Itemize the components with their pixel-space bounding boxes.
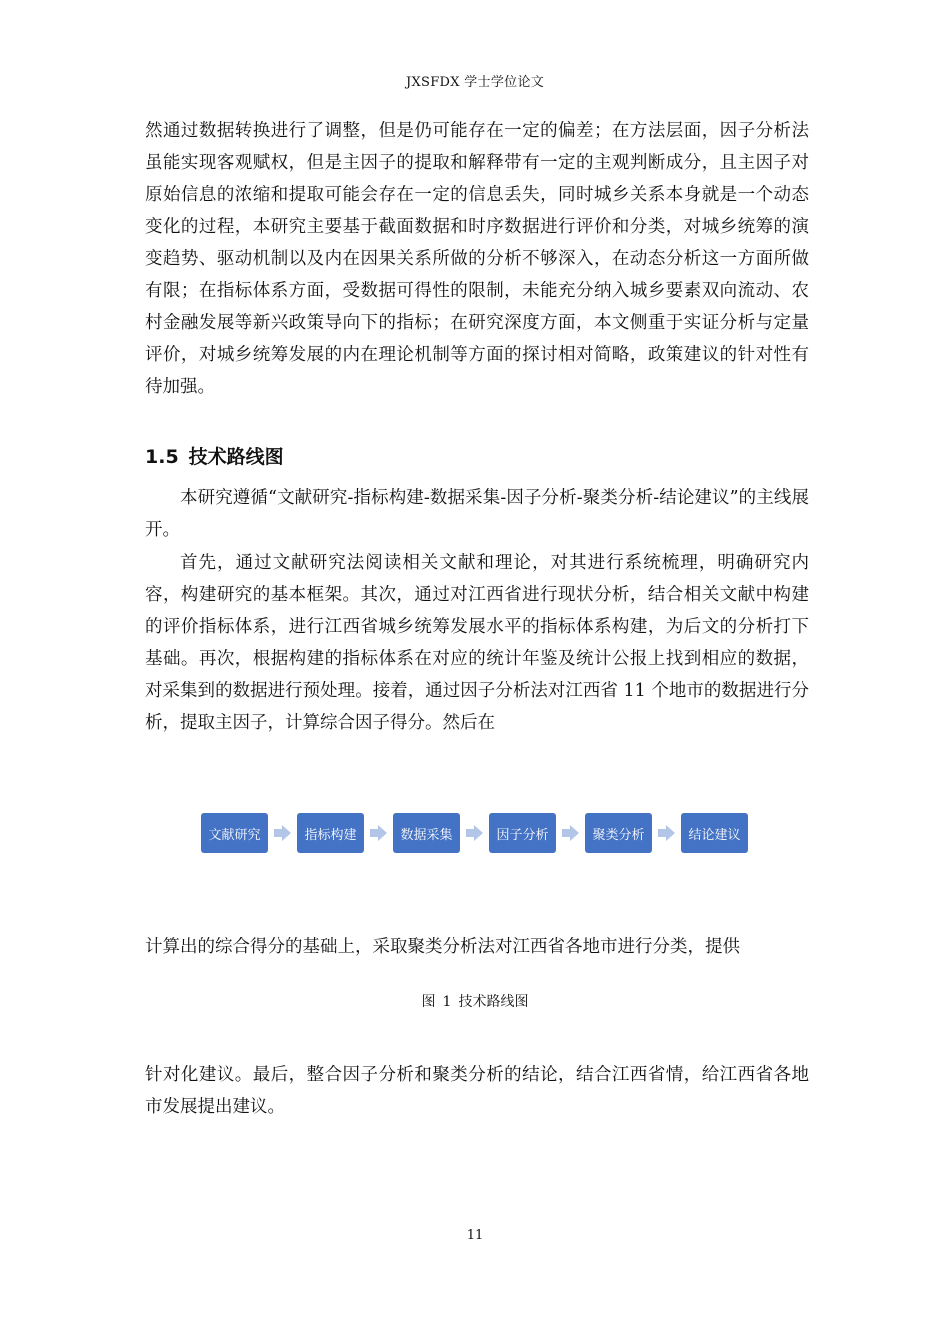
flow-step-conclusions: 结论建议	[681, 813, 748, 853]
flow-step-indicator-construction: 指标构建	[297, 813, 364, 853]
arrow-right-icon	[268, 813, 297, 853]
arrow-right-icon	[460, 813, 489, 853]
flow-step-cluster-analysis: 聚类分析	[585, 813, 652, 853]
body-paragraph: 首先，通过文献研究法阅读相关文献和理论，对其进行系统梳理，明确研究内容，构建研究的基本框架。其次，通过对江西省进行现状分析，结合相关文献中构建的评价指标体系，进行江西省城乡统筹发展水平的指标体系构建，为后文的分析打下基础。再次，根据构建的指标体系在对应的统计年鉴及统计公报上找到相应的数据，对采集到的数据进行预处理。接着，通过因子分析法对江西省 11 个地市的数据进行分析，提取主因子，计算综合因子得分。然后在	[145, 553, 809, 733]
body-paragraph: 针对化建议。最后，整合因子分析和聚类分析的结论，结合江西省情，给江西省各地市发展提出建议。	[145, 1065, 809, 1117]
arrow-right-icon	[556, 813, 585, 853]
body-paragraph: 本研究遵循“文献研究-指标构建-数据采集-因子分析-聚类分析-结论建议”的主线展开。	[145, 488, 809, 540]
section-title: 技术路线图	[188, 446, 284, 468]
figure-label: 图	[421, 994, 436, 1010]
page-number: 11	[466, 1228, 484, 1243]
body-paragraph: 计算出的综合得分的基础上，采取聚类分析法对江西省各地市进行分类，提供	[145, 937, 740, 957]
figure-caption	[0, 991, 950, 1011]
flow-step-factor-analysis: 因子分析	[489, 813, 556, 853]
technical-roadmap-flowchart	[201, 813, 748, 853]
section-heading	[145, 442, 284, 469]
page-header: JXSFDX 学士学位论文	[405, 75, 545, 90]
figure-title: 技术路线图	[458, 994, 529, 1010]
figure-number: 1	[442, 994, 452, 1010]
flow-step-data-collection: 数据采集	[393, 813, 460, 853]
flow-step-literature-research: 文献研究	[201, 813, 268, 853]
arrow-right-icon	[652, 813, 681, 853]
arrow-right-icon	[364, 813, 393, 853]
body-paragraph: 然通过数据转换进行了调整，但是仍可能存在一定的偏差；在方法层面，因子分析法虽能实现客观赋权，但是主因子的提取和解释带有一定的主观判断成分，且主因子对原始信息的浓缩和提取可能会存在一定的信息丢失，同时城乡关系本身就是一个动态变化的过程，本研究主要基于截面数据和时序数据进行评价和分类，对城乡统筹的演变趋势、驱动机制以及内在因果关系所做的分析不够深入，在动态分析这一方面所做有限；在指标体系方面，受数据可得性的限制，未能充分纳入城乡要素双向流动、农村金融发展等新兴政策导向下的指标；在研究深度方面，本文侧重于实证分析与定量评价，对城乡统筹发展的内在理论机制等方面的探讨相对简略，政策建议的针对性有待加强。	[145, 121, 809, 397]
section-number: 1.5	[145, 446, 179, 468]
